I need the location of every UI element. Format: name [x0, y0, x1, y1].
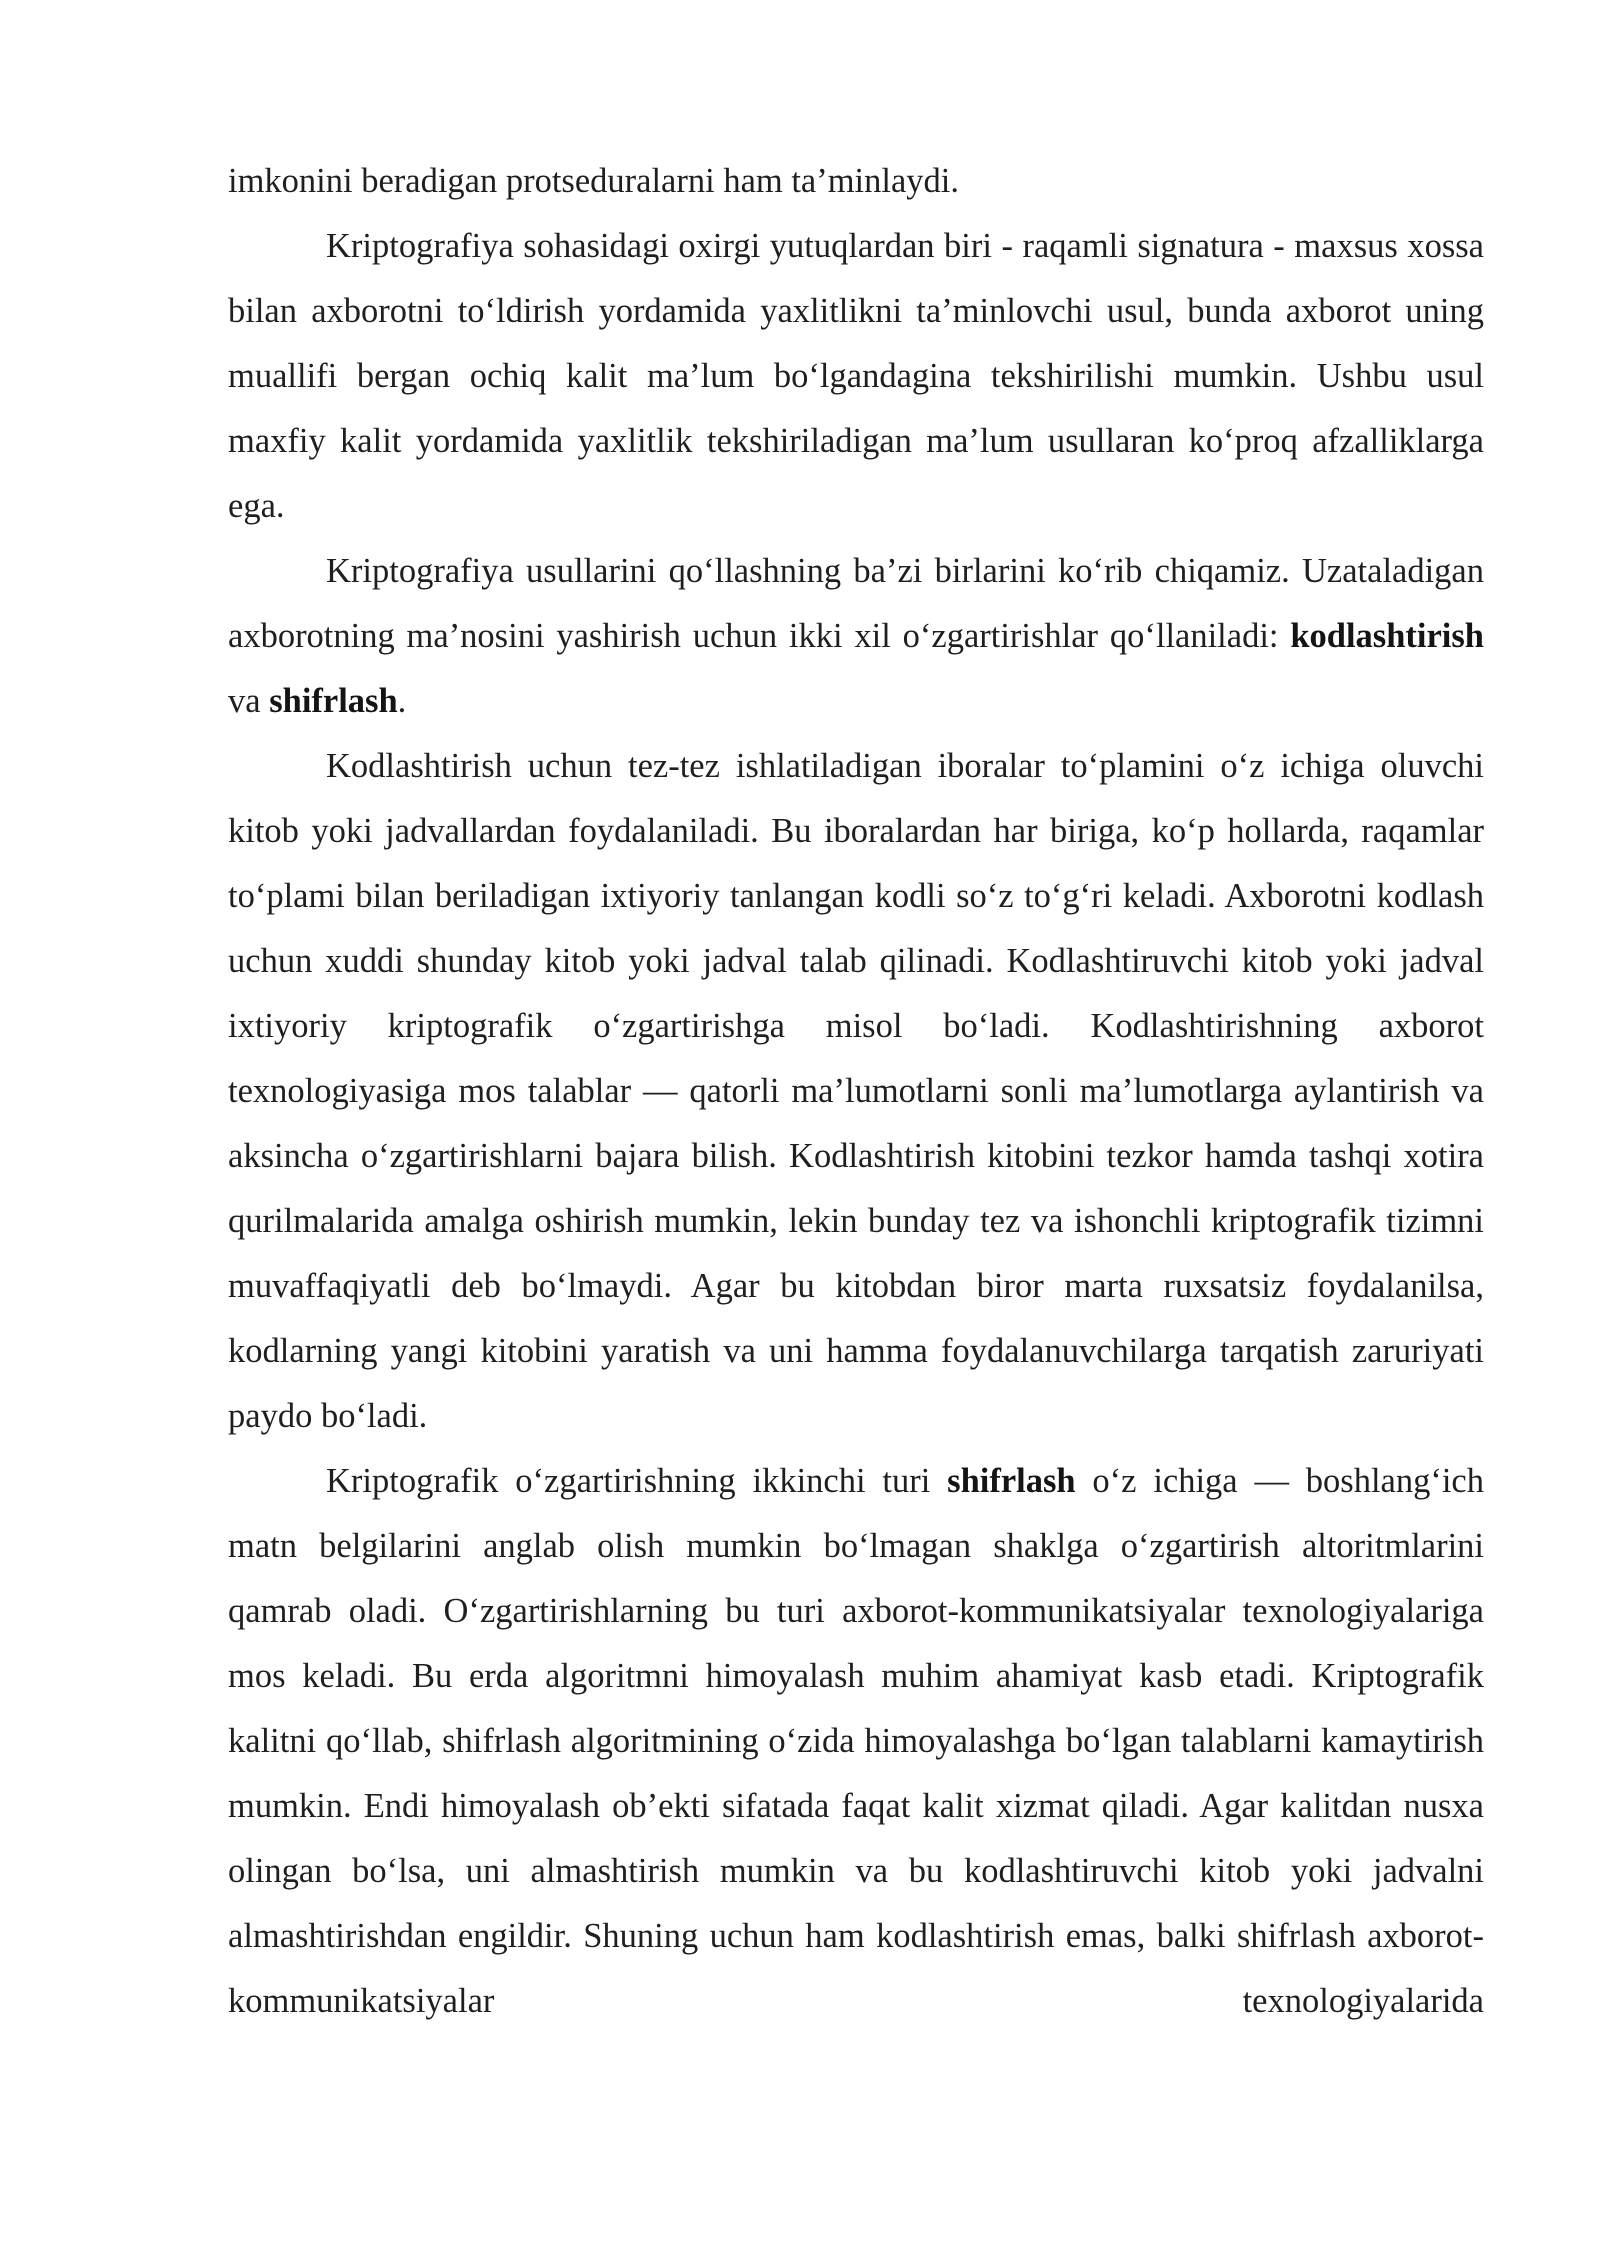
bold-term-shifrlash: shifrlash	[269, 682, 398, 720]
paragraph-encryption	[228, 1449, 1484, 2034]
text-run: .	[397, 682, 407, 720]
bold-term-kodlashtirish: kodlashtirish	[1290, 617, 1484, 655]
text-run: Kodlashtirish uchun tez-tez ishlatiladigan iboralar to‘plamini o‘z ichiga oluvchi kitob yoki jadvallardan foydalaniladi. Bu iboralardan har biriga, ko‘p hollarda, raqamlar to‘plami bilan beriladigan ixtiyoriy tanlangan kodli so‘z to‘g‘ri keladi. Axborotni kodlash uchun xuddi shunday kitob yoki jadval talab qilinadi. Kodlashtiruvchi kitob yoki jadval ixtiyoriy kriptografik o‘zgartirishga misol bo‘ladi. Kodlashtirishning axborot texnologiyasiga mos talablar — qatorli ma’lumotlarni sonli ma’lumotlarga aylantirish va aksincha o‘zgartirishlarni bajara bilish. Kodlashtirish kitobini tezkor hamda tashqi xotira qurilmalarida amalga oshirish mumkin, lekin bunday tez va ishonchli kriptografik tizimni muvaffaqiyatli deb bo‘lmaydi. Agar bu kitobdan biror marta ruxsatsiz foydalanilsa, kodlarning yangi kitobini yaratish va uni hamma foydalanuvchilarga tarqatish zaruriyati paydo bo‘ladi.	[228, 747, 1484, 1435]
document-page	[228, 149, 1484, 2034]
text-run: Kriptografik o‘zgartirishning ikkinchi turi	[326, 1462, 948, 1500]
text-run: Kriptografiya sohasidagi oxirgi yutuqlardan biri - raqamli signatura - maxsus xossa bilan axborotni to‘ldirish yordamida yaxlitlikni ta’minlovchi usul, bunda axborot uning muallifi bergan ochiq kalit ma’lum bo‘lgandagina tekshirilishi mumkin. Ushbu usul maxfiy kalit yordamida yaxlitlik tekshiriladigan ma’lum usullaran ko‘proq afzalliklarga ega.	[228, 227, 1484, 525]
text-run: Kriptografiya usullarini qo‘llashning ba’zi birlarini ko‘rib chiqamiz. Uzataladigan axborotning ma’nosini yashirish uchun ikki xil o‘zgartirishlar qo‘llaniladi:	[228, 552, 1484, 655]
paragraph-continuation	[228, 149, 1484, 214]
text-run: va	[228, 682, 270, 720]
paragraph-methods	[228, 539, 1484, 734]
text-run: o‘z ichiga — boshlang‘ich matn belgilarini anglab olish mumkin bo‘lmagan shaklga o‘zgartirish altoritmlarini qamrab oladi. O‘zgartirishlarning bu turi axborot-kommunikatsiyalar texnologiyalariga mos keladi. Bu erda algoritmni himoyalash muhim ahamiyat kasb etadi. Kriptografik kalitni qo‘llab, shifrlash algoritmining o‘zida himoyalashga bo‘lgan talablarni kamaytirish mumkin. Endi himoyalash ob’ekti sifatada faqat kalit xizmat qiladi. Agar kalitdan nusxa olingan bo‘lsa, uni almashtirish mumkin va bu kodlashtiruvchi kitob yoki jadvalni almashtirishdan engildir. Shuning uchun ham kodlashtirish emas, balki shifrlash axborot-kommunikatsiyalar texnologiyalarida	[228, 1462, 1484, 2020]
text-run: imkonini beradigan protseduralarni ham ta’minlaydi.	[228, 162, 960, 200]
bold-term-shifrlash: shifrlash	[947, 1462, 1076, 1500]
paragraph-digital-signature	[228, 214, 1484, 539]
paragraph-coding	[228, 734, 1484, 1449]
